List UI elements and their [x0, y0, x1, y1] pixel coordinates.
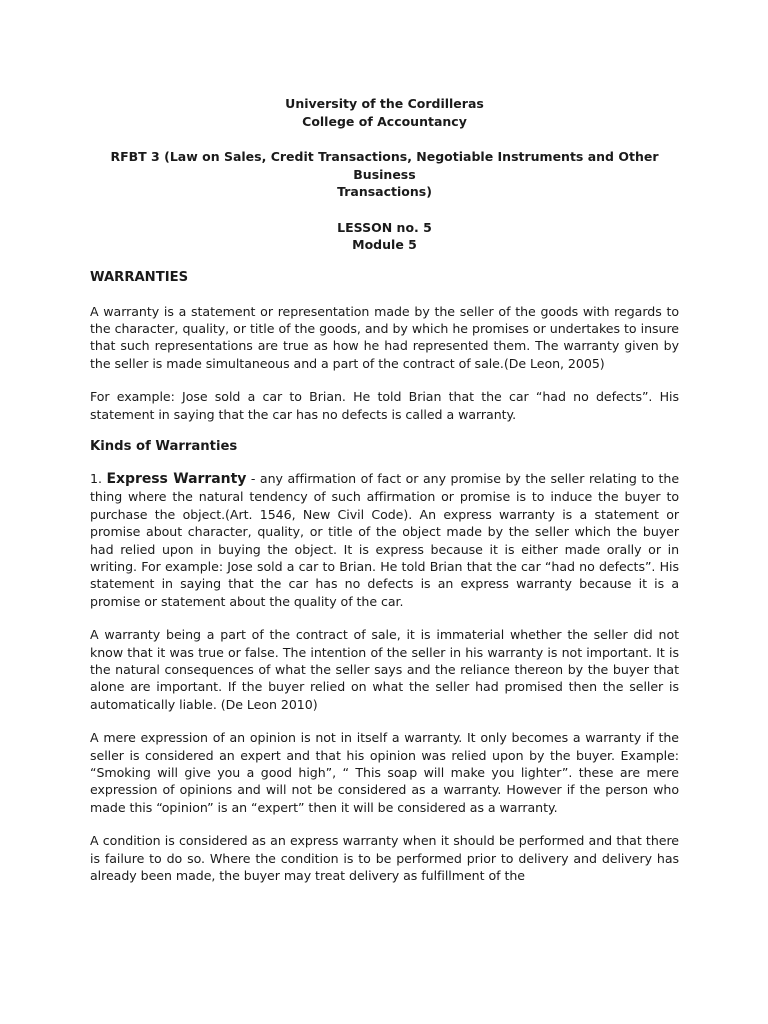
express-warranty-number: 1.	[90, 470, 102, 486]
college-name: College of Accountancy	[302, 113, 467, 129]
kinds-of-warranties-heading: Kinds of Warranties	[90, 438, 238, 454]
lesson-number: LESSON no. 5	[337, 219, 432, 235]
express-warranty-paragraph	[90, 470, 679, 610]
opinion-paragraph: A mere expression of an opinion is not in itself a warranty. It only becomes a warranty if the seller is considered an expert and that his opinion was relied upon by the buyer. Example: “Smoking will give you a good high”, “ This soap will make you lighter”. these are mere expression of opinions and will not be considered as a warranty. However if the person who made this “opinion” is an “expert” then it will be considered as a warranty.	[90, 730, 679, 815]
condition-paragraph: A condition is considered as an express warranty when it should be performed and that there is failure to do so. Where the condition is to be performed prior to delivery and delivery has already been made, the buyer may treat delivery as fulfillment of the	[90, 833, 679, 884]
warranty-example-paragraph: For example: Jose sold a car to Brian. He told Brian that the car “had no defects”. His statement in saying that the car has no defects is called a warranty.	[90, 389, 679, 422]
warranties-heading: WARRANTIES	[90, 269, 189, 285]
express-warranty-text: - any affirmation of fact or any promise by the seller relating to the thing where the natural tendency of such affirmation or promise is to induce the buyer to purchase the object.(Art. 1546, New Civil Code). An express warranty is a statement or promise about character, quality, or title of the object made by the seller which the buyer had relied upon in buying the object. It is express because it is either made orally or in writing. For example: Jose sold a car to Brian. He told Brian that the car “had no defects”. His statement in saying that the car has no defects is an express warranty because it is a promise or statement about the quality of the car.	[90, 470, 680, 609]
express-warranty-term: Express Warranty	[106, 470, 247, 487]
course-title-line-1: RFBT 3 (Law on Sales, Credit Transactions, Negotiable Instruments and Other Business	[110, 149, 659, 182]
module-number: Module 5	[352, 237, 417, 252]
university-name: University of the Cordilleras	[285, 96, 484, 111]
warranty-definition-paragraph: A warranty is a statement or representation made by the seller of the goods with regards to the character, quality, or title of the goods, and by which he promises or undertakes to insure that such representations are true as how he had represented them. The warranty given by the seller is made simultaneous and a part of the contract of sale.(De Leon, 2005)	[90, 303, 679, 371]
document-content	[90, 95, 679, 884]
course-title-line-2: Transactions)	[337, 184, 432, 199]
contract-of-sale-paragraph: A warranty being a part of the contract of sale, it is immaterial whether the seller did not know that it was true or false. The intention of the seller in his warranty is not important. It is the natural consequences of what the seller says and the reliance thereon by the buyer that alone are important. If the buyer relied on what the seller had promised then the seller is automatically liable. (De Leon 2010)	[90, 627, 679, 712]
